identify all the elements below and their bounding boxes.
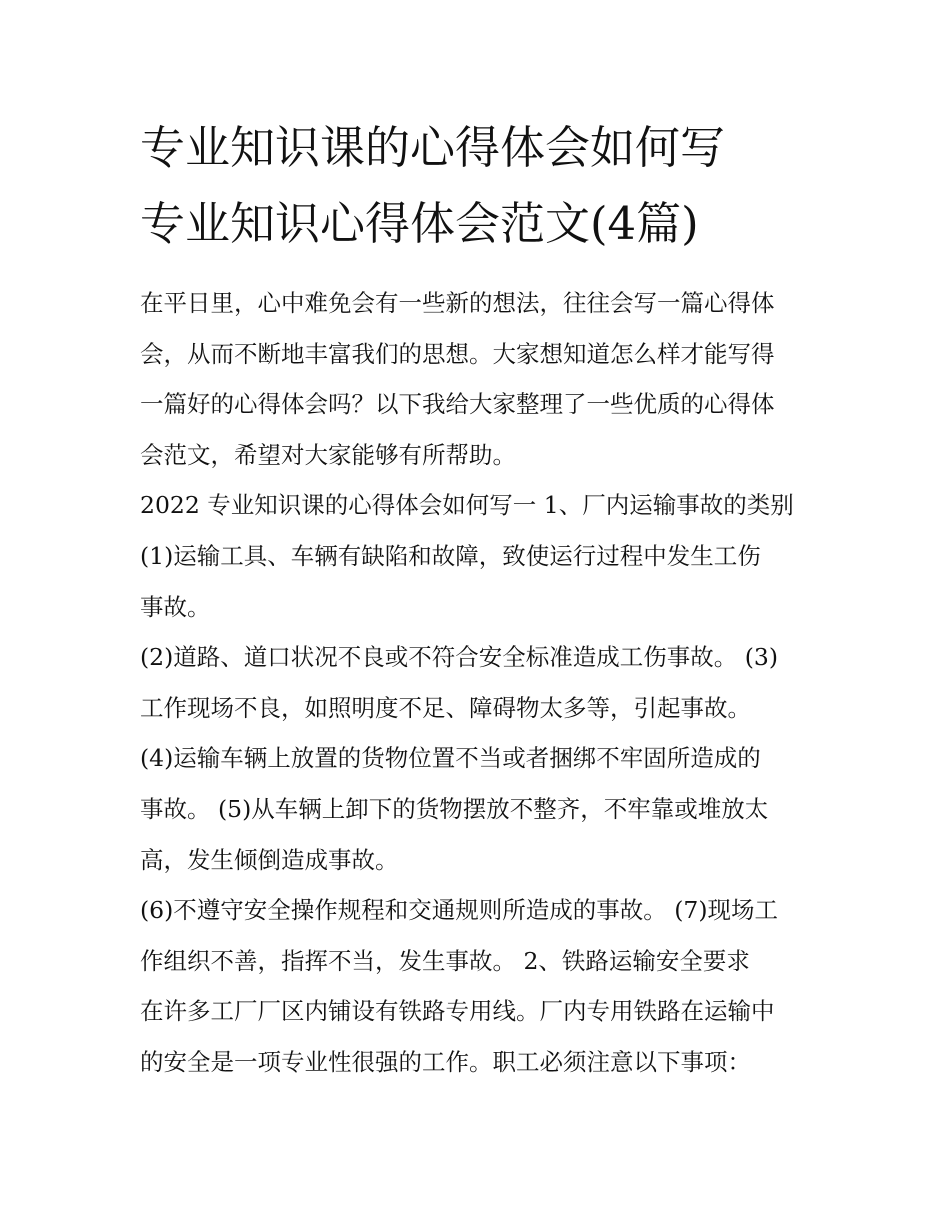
- body-line: (4)运输车辆上放置的货物位置不当或者捆绑不牢固所造成的: [140, 744, 761, 773]
- document-title: [140, 110, 820, 262]
- body-line: 的安全是一项专业性很强的工作。职工必须注意以下事项：: [140, 1047, 751, 1076]
- title-line-2: 专业知识心得体会范文(4篇): [140, 197, 699, 250]
- body-line: (1)运输工具、车辆有缺陷和故障，致使运行过程中发生工伤: [140, 541, 761, 570]
- body-line: 工作现场不良，如照明度不足、障碍物太多等，引起事故。: [140, 693, 751, 722]
- body-line: 高，发生倾倒造成事故。: [140, 845, 399, 874]
- document-body: [140, 278, 820, 1088]
- body-line: 会，从而不断地丰富我们的思想。大家想知道怎么样才能写得: [140, 339, 775, 368]
- body-line: 一篇好的心得体会吗？以下我给大家整理了一些优质的心得体: [140, 390, 775, 419]
- body-line: 作组织不善，指挥不当，发生事故。 2、铁路运输安全要求: [140, 946, 750, 975]
- body-line: 在平日里，心中难免会有一些新的想法，往往会写一篇心得体: [140, 289, 775, 317]
- title-line-1: 专业知识课的心得体会如何写: [140, 121, 726, 174]
- body-line: 事故。 (5)从车辆上卸下的货物摆放不整齐，不牢靠或堆放太: [140, 794, 769, 823]
- body-line: 在许多工厂厂区内铺设有铁路专用线。厂内专用铁路在运输中: [140, 997, 775, 1026]
- body-line: 2022 专业知识课的心得体会如何写一 1、厂内运输事故的类别: [140, 491, 794, 520]
- body-line: (2)道路、道口状况不良或不符合安全标准造成工伤事故。 (3): [140, 643, 779, 672]
- body-line: (6)不遵守安全操作规程和交通规则所造成的事故。 (7)现场工: [140, 896, 779, 925]
- body-line: 会范文，希望对大家能够有所帮助。: [140, 440, 516, 469]
- body-line: 事故。: [140, 592, 211, 621]
